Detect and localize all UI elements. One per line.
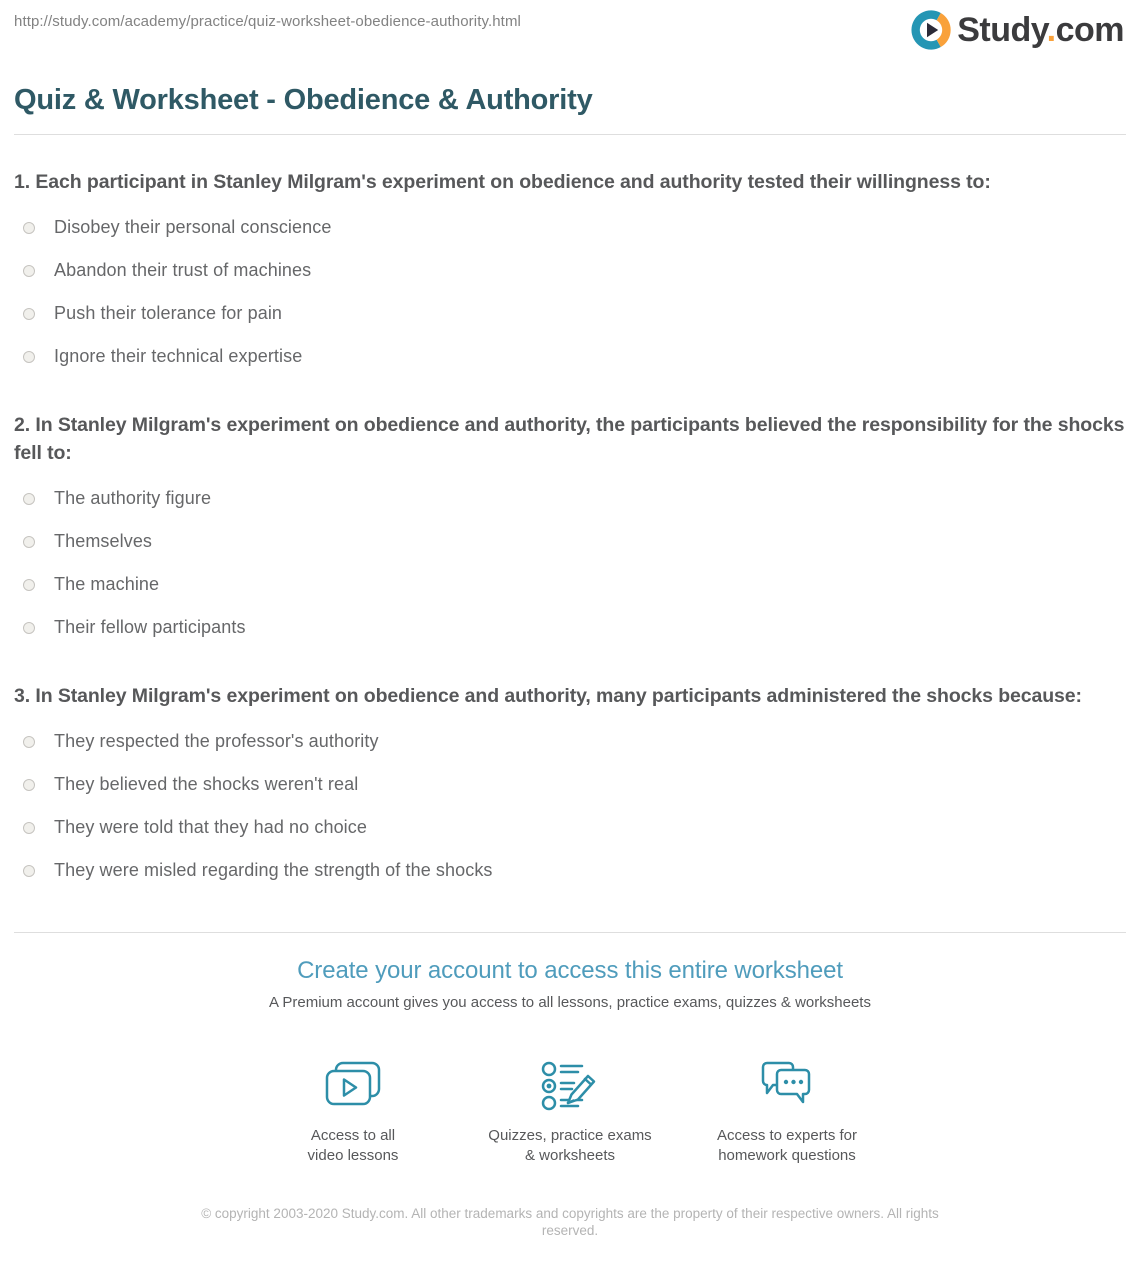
question-1-options xyxy=(14,206,1126,378)
feature-label: Quizzes, practice exams & worksheets xyxy=(488,1127,652,1164)
radio-button[interactable] xyxy=(23,579,35,591)
question-3-option-3[interactable] xyxy=(23,806,1126,849)
question-2-option-1[interactable] xyxy=(23,477,1126,520)
radio-button[interactable] xyxy=(23,865,35,877)
studycom-logo[interactable] xyxy=(911,10,1124,50)
page-header xyxy=(0,0,1140,56)
question-2-option-3[interactable] xyxy=(23,563,1126,606)
question-1 xyxy=(14,168,1126,378)
option-label: Their fellow participants xyxy=(54,617,246,637)
create-account-link[interactable]: Create your account to access this entire worksheet xyxy=(297,957,843,984)
page-title: Quiz & Worksheet - Obedience & Authority xyxy=(14,84,593,116)
question-1-option-1[interactable] xyxy=(23,206,1126,249)
option-label: Ignore their technical expertise xyxy=(54,346,303,366)
question-2-options xyxy=(14,477,1126,649)
question-3 xyxy=(14,682,1126,892)
question-3-option-4[interactable] xyxy=(23,849,1126,892)
question-3-options xyxy=(14,720,1126,892)
option-label: They respected the professor's authority xyxy=(54,731,379,751)
question-2-option-4[interactable] xyxy=(23,606,1126,649)
copyright-notice: © copyright 2003-2020 Study.com. All other trademarks and copyrights are the property of their respective owners. All rights reserved. xyxy=(201,1206,939,1238)
option-label: The machine xyxy=(54,574,160,594)
question-3-option-2[interactable] xyxy=(23,763,1126,806)
question-3-option-1[interactable] xyxy=(23,720,1126,763)
question-2-option-2[interactable] xyxy=(23,520,1126,563)
question-2-text: 2. In Stanley Milgram's experiment on obedience and authority, the participants believed the responsibility for the shocks fell to: xyxy=(14,414,1125,464)
question-2 xyxy=(14,411,1126,649)
option-label: Themselves xyxy=(54,531,153,551)
radio-button[interactable] xyxy=(23,822,35,834)
radio-button[interactable] xyxy=(23,779,35,791)
title-divider xyxy=(14,134,1126,135)
question-1-option-3[interactable] xyxy=(23,292,1126,335)
feature-expert-help xyxy=(687,1055,887,1166)
page-url: http://study.com/academy/practice/quiz-worksheet-obedience-authority.html xyxy=(14,13,521,30)
video-lessons-icon xyxy=(253,1055,453,1117)
option-label: Disobey their personal conscience xyxy=(54,217,332,237)
radio-button[interactable] xyxy=(23,736,35,748)
radio-button[interactable] xyxy=(23,536,35,548)
quiz-pencil-icon xyxy=(470,1055,670,1117)
radio-button[interactable] xyxy=(23,351,35,363)
option-label: Push their tolerance for pain xyxy=(54,303,283,323)
option-label: They believed the shocks weren't real xyxy=(54,774,359,794)
feature-quizzes-worksheets xyxy=(470,1055,670,1166)
option-label: The authority figure xyxy=(54,488,212,508)
premium-subtitle: A Premium account gives you access to all lessons, practice exams, quizzes & worksheets xyxy=(269,994,871,1011)
question-3-text: 3. In Stanley Milgram's experiment on obedience and authority, many participants administered the shocks because: xyxy=(14,685,1082,707)
option-label: They were misled regarding the strength of the shocks xyxy=(54,860,493,880)
question-1-option-2[interactable] xyxy=(23,249,1126,292)
create-account-section xyxy=(14,932,1126,1166)
quiz-body xyxy=(0,168,1140,892)
feature-label: Access to experts for homework questions xyxy=(716,1127,858,1164)
feature-label: Access to all video lessons xyxy=(307,1127,399,1164)
feature-video-lessons xyxy=(253,1055,453,1166)
feature-list xyxy=(14,1055,1126,1166)
studycom-logo-text: Study.com xyxy=(957,11,1124,49)
radio-button[interactable] xyxy=(23,222,35,234)
option-label: They were told that they had no choice xyxy=(54,817,367,837)
radio-button[interactable] xyxy=(23,493,35,505)
radio-button[interactable] xyxy=(23,308,35,320)
option-label: Abandon their trust of machines xyxy=(54,260,312,280)
question-1-text: 1. Each participant in Stanley Milgram's experiment on obedience and authority tested their willingness to: xyxy=(14,171,991,193)
chat-experts-icon xyxy=(687,1055,887,1117)
question-1-option-4[interactable] xyxy=(23,335,1126,378)
studycom-logo-icon xyxy=(911,10,951,50)
radio-button[interactable] xyxy=(23,265,35,277)
radio-button[interactable] xyxy=(23,622,35,634)
